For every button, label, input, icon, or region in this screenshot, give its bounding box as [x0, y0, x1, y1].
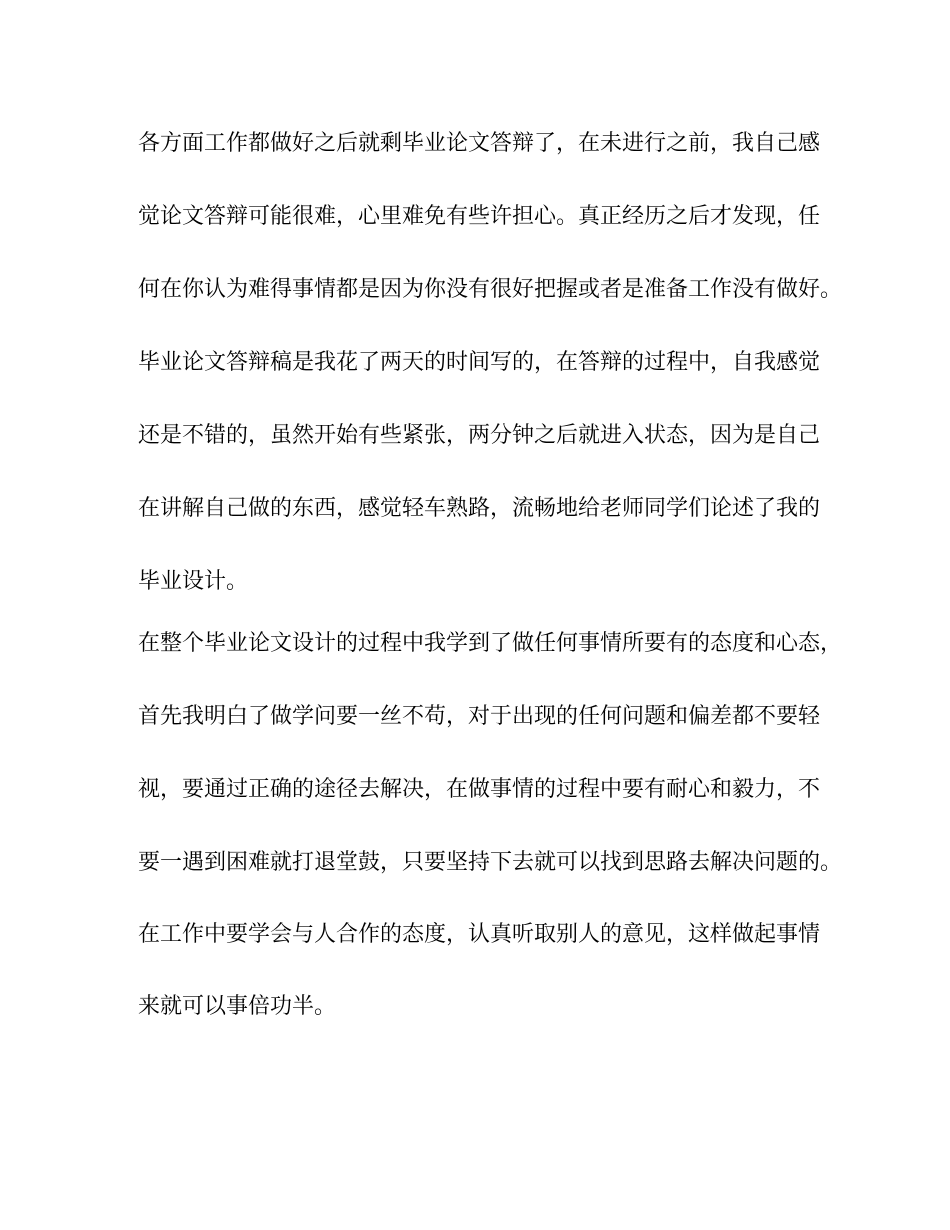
text-line: 还是不错的，虽然开始有些紧张，两分钟之后就进入状态，因为是自己 [138, 423, 821, 448]
text-line: 在讲解自己做的东西，感觉轻车熟路，流畅地给老师同学们论述了我的 [138, 496, 821, 521]
text-line: 毕业设计。 [138, 569, 249, 594]
text-line: 毕业论文答辩稿是我花了两天的时间写的，在答辩的过程中，自我感觉 [138, 350, 821, 375]
text-line: 视，要通过正确的途径去解决，在做事情的过程中要有耐心和毅力，不 [138, 777, 821, 802]
text-line: 觉论文答辩可能很难，心里难免有些许担心。真正经历之后才发现，任 [138, 204, 821, 229]
text-line: 何在你认为难得事情都是因为你没有很好把握或者是准备工作没有做好。 [138, 277, 843, 302]
text-line: 各方面工作都做好之后就剩毕业论文答辩了，在未进行之前，我自己感 [138, 131, 821, 156]
text-line: 首先我明白了做学问要一丝不苟，对于出现的任何问题和偏差都不要轻 [138, 704, 821, 729]
text-line: 要一遇到困难就打退堂鼓，只要坚持下去就可以找到思路去解决问题的。 [138, 850, 843, 875]
text-line: 来就可以事倍功半。 [138, 994, 337, 1019]
text-line: 在整个毕业论文设计的过程中我学到了做任何事情所要有的态度和心态， [138, 631, 843, 656]
text-line: 在工作中要学会与人合作的态度，认真听取别人的意见，这样做起事情 [138, 922, 821, 947]
